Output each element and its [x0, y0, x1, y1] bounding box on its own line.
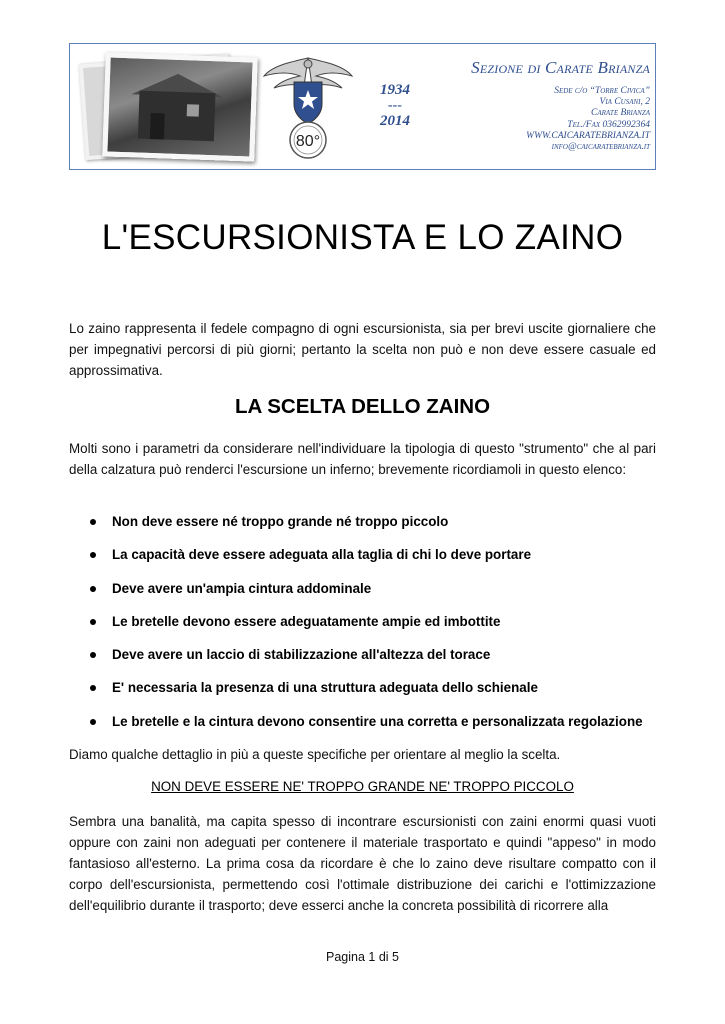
requirements-list [90, 514, 656, 747]
list-item-text: Le bretelle devono essere adeguatamente ampie ed imbottite [112, 613, 501, 629]
list-item [90, 547, 656, 580]
cai-emblem-icon [260, 52, 356, 164]
list-item-text: Le bretelle e la cintura devono consentire una corretta e personalizzata regolazione [112, 713, 643, 729]
address-line: Via Cusani, 2 [599, 97, 650, 108]
years-badge [367, 82, 423, 138]
year-separator: --- [388, 98, 402, 113]
after-list-paragraph: Diamo qualche dettaglio in più a queste specifiche per orientare al meglio la scelta. [69, 747, 561, 762]
list-item [90, 581, 656, 614]
year-end: 2014 [380, 113, 410, 129]
bullet-icon [90, 719, 96, 725]
anniversary-text: 80° [295, 133, 321, 150]
bullet-icon [90, 519, 96, 525]
bullet-icon [90, 685, 96, 691]
document-title: L'ESCURSIONISTA E LO ZAINO [101, 218, 624, 257]
section-title: LA SCELTA DELLO ZAINO [234, 395, 491, 418]
phone-line: Tel./Fax 0362992364 [567, 119, 650, 130]
cai-emblem-logo [260, 52, 356, 164]
list-item-text: Deve avere un'ampia cintura addominale [112, 580, 372, 596]
sub-heading: NON DEVE ESSERE NE' TROPPO GRANDE NE' TROPPO PICCOLO [151, 779, 574, 794]
list-item [90, 647, 656, 680]
intro-paragraph: Lo zaino rappresenta il fedele compagno di ogni escursionista, sia per brevi uscite giornaliere che per impegnativi percorsi di più giorni; pertanto la scelta non può e non deve essere casuale ed approssimativa. [69, 321, 656, 378]
website-line: WWW.CAICARATEBRIANZA.IT [526, 130, 650, 141]
hut-door [150, 113, 165, 139]
email-line: info@caicaratebrianza.it [551, 142, 650, 153]
contact-info [430, 86, 650, 153]
bullet-icon [90, 586, 96, 592]
list-item [90, 714, 656, 747]
list-item-text: Deve avere un laccio di stabilizzazione all'altezza del torace [112, 647, 491, 663]
bullet-icon [90, 619, 96, 625]
list-item-text: E' necessaria la presenza di una struttura adeguata dello schienale [112, 680, 538, 696]
header-banner [69, 43, 656, 170]
sub-paragraph: Sembra una banalità, ma capita spesso di incontrare escursionisti con zaini enormi quasi vuoti oppure con zaini non adeguati per contenere il materiale trasportato e quindi "appeso" in modo fantasioso all'esterno. La prima cosa da ricordare è che lo zaino deve risultare compatto con il corpo dell'escursionista, permettendo così l'ottimale distribuzione dei carichi e l'ottimizzazione dell'equilibrio durante il trasporto; deve esserci anche la concreta possibilità di ricorrere alla [69, 814, 656, 913]
year-start: 1934 [380, 82, 410, 98]
bullet-icon [90, 552, 96, 558]
mountain-hut-photo [74, 49, 264, 167]
list-item-text: La capacità deve essere adeguata alla taglia di chi lo deve portare [112, 547, 532, 563]
list-item [90, 514, 656, 547]
address-line: Sede c/o “Torre Civica” [554, 86, 650, 96]
photo-main-frame [102, 52, 258, 161]
section-intro-paragraph: Molti sono i parametri da considerare nell'individuare la tipologia di questo "strumento" che al pari della calzatura può renderci l'escursione un inferno; brevemente ricordiamoli in questo elenco: [69, 441, 656, 477]
bullet-icon [90, 652, 96, 658]
list-item-text: Non deve essere né troppo grande né troppo piccolo [112, 514, 449, 529]
hut-window [187, 104, 199, 116]
list-item [90, 614, 656, 647]
section-name: Sezione di Carate Brianza [471, 58, 650, 77]
page-number: Pagina 1 di 5 [326, 950, 399, 964]
address-line: Carate Brianza [591, 108, 650, 119]
list-item [90, 680, 656, 713]
